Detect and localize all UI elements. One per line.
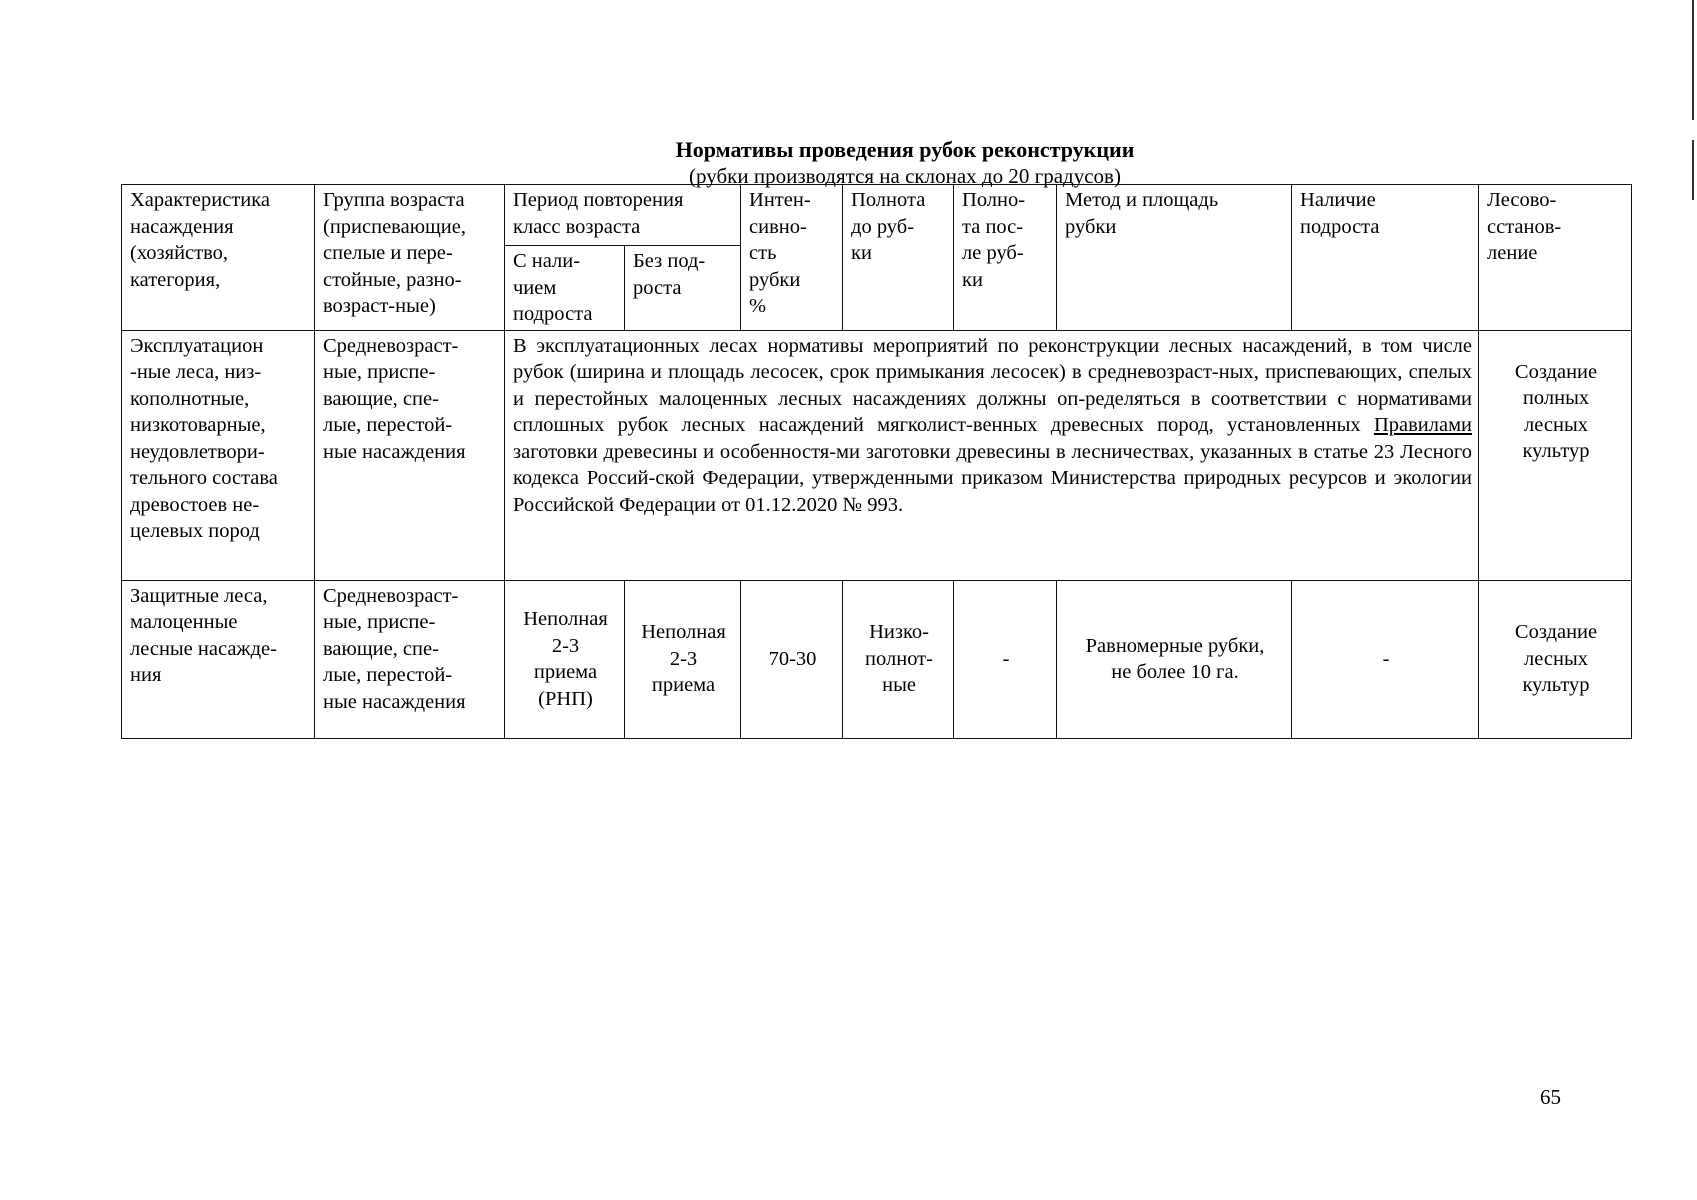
row2-undergrowth: - [1292,580,1479,738]
row2-without-undergrowth: Неполная 2-3 приема [625,580,741,738]
header-density-after: Полно- та пос- ле руб- ки [954,185,1057,331]
row2-with-undergrowth: Неполная 2-3 приема (РНП) [505,580,625,738]
row2-reforestation: Создание лесных культур [1479,580,1632,738]
header-intensity: Интен- сивно- сть рубки % [741,185,843,331]
table-row-protective [122,580,1632,738]
row2-density-before: Низко- полнот- ные [843,580,954,738]
header-repeat-period: Период повторения класс возраста [505,185,741,246]
row1-age-group: Средневозраст- ные, приспе- вающие, спе- лые, перестой- ные насаждения [315,330,505,580]
header-row-1 [122,185,1632,246]
row2-intensity: 70-30 [741,580,843,738]
row1-characteristic: Эксплуатацион -ные леса, низ- кополнотные, низкотоварные, неудовлетвори- тельного состава древостоев не- целевых пород [122,330,315,580]
header-characteristic: Характеристика насаждения (хозяйство, категория, [122,185,315,331]
rules-link[interactable]: Правилами [1373,414,1473,436]
row2-age-group: Средневозраст- ные, приспе- вающие, спе- лые, перестой- ные насаждения [315,580,505,738]
document-subtitle: (рубки производятся на склонах до 20 градусов) [689,164,1121,188]
row1-norms-text [505,330,1479,580]
header-reforestation: Лесово- сстанов- ление [1479,185,1632,331]
table-row-exploitation [122,330,1632,580]
row2-characteristic: Защитные леса, малоценные лесные насажде- ния [122,580,315,738]
norms-table [121,184,1632,739]
row2-density-after: - [954,580,1057,738]
header-density-before: Полнота до руб- ки [843,185,954,331]
header-method: Метод и площадь рубки [1057,185,1292,331]
document-title: Нормативы проведения рубок реконструкции [675,137,1135,162]
row1-text-after-link: заготовки древесины и особенностя-ми заготовки древесины в лесничествах, указанных в статье 23 Лесного кодекса Россий-ской Федерации, утвержденными приказом Министерства природных ресурсов и экологии Российской Федерации от 01.12.2020 № 993. [513,440,1473,516]
header-without-undergrowth: Без под- роста [625,246,741,331]
page-edge-line-top [1692,0,1694,120]
row1-reforestation: Создание полных лесных культур [1479,330,1632,580]
header-with-undergrowth: С нали- чием подроста [505,246,625,331]
page-number: 65 [1540,1085,1561,1109]
header-age-group: Группа возраста (приспевающие, спелые и пере- стойные, разно- возраст-ные) [315,185,505,331]
header-undergrowth: Наличие подроста [1292,185,1479,331]
row1-text-before-link: В эксплуатационных лесах нормативы мероприятий по реконструкции лесных насаждений, в том числе рубок (ширина и площадь лесосек, срок примыкания лесосек) в средневозраст-ных, приспевающих, спелых и перестойных малоценных лесных насаждениях должны оп-ределяться в соответствии с нормативами сплошных рубок лесных насаждений мягколист-венных древесных пород, установленных [513,334,1473,436]
row2-method: Равномерные рубки, не более 10 га. [1057,580,1292,738]
